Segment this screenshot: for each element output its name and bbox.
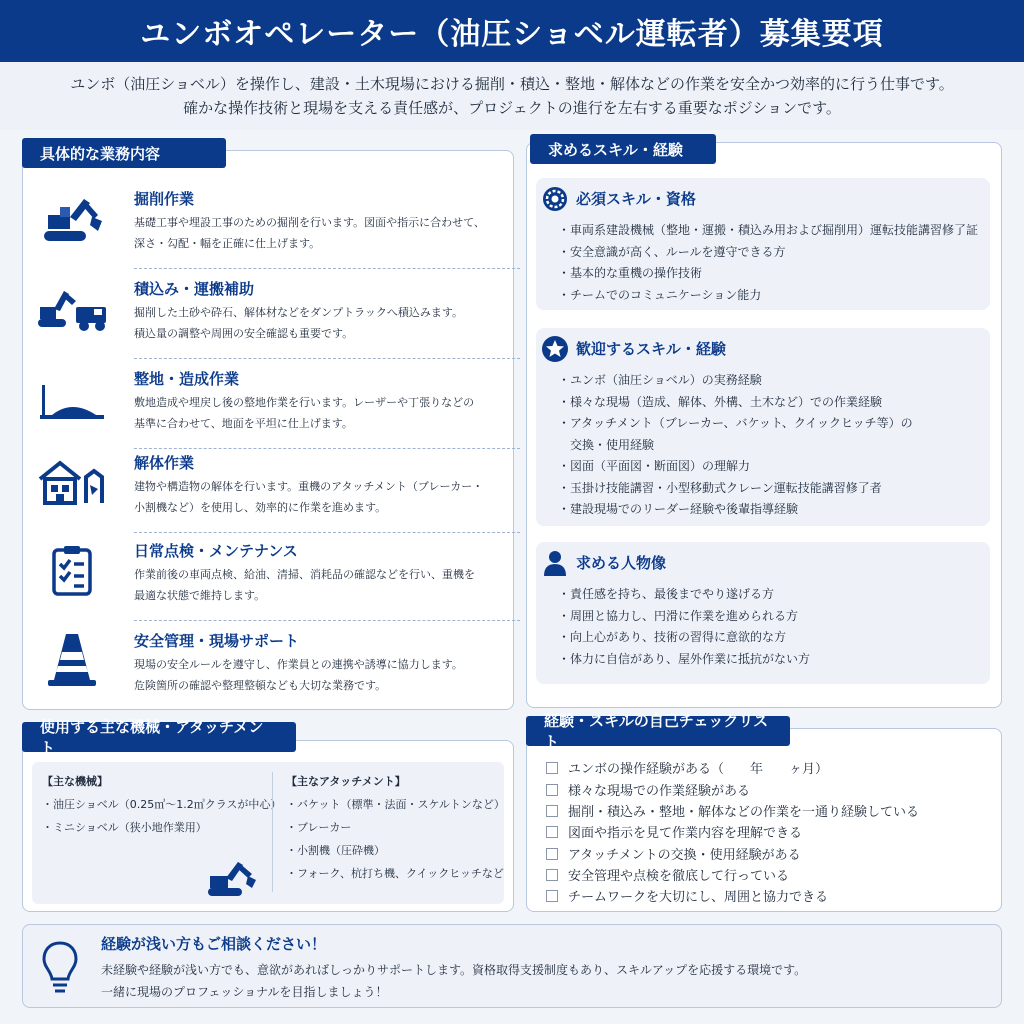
excavator-icon: [206, 856, 258, 900]
page-title: ユンボオペレーター（油圧ショベル運転者）募集要項: [0, 0, 1024, 62]
list-item: ・バケット（標準・法面・スケルトンなど）: [286, 798, 505, 811]
checklist-panel: [526, 728, 1002, 912]
banner-text: 未経験や経験が浅い方でも、意欲があればしっかりサポートします。資格取得支援制度もあり、スキルアップを応援する環境です。 一緒に現場のプロフェッショナルを目指しましょう！: [101, 963, 807, 999]
checklist-item[interactable]: 図面や指示を見て作業内容を理解できる: [546, 822, 802, 841]
checklist-item[interactable]: 様々な現場での作業経験がある: [546, 780, 750, 799]
checkbox[interactable]: [546, 826, 558, 838]
checkbox[interactable]: [546, 805, 558, 817]
checklist-tab: 経験・スキルの自己チェックリスト: [526, 716, 790, 746]
traffic-cone-icon: [36, 632, 108, 688]
checkbox[interactable]: [546, 784, 558, 796]
lightbulb-icon: [41, 939, 79, 995]
welcome-skills-box: [536, 328, 990, 526]
duty-item-loading: [22, 274, 498, 362]
checklist-item[interactable]: ユンボの操作経験がある（ 年 ヶ月）: [546, 758, 828, 777]
leveling-icon: [36, 370, 108, 426]
duty-desc: 敷地造成や埋戻し後の整地作業を行います。レーザーや丁張りなどの 基準に合わせて、地面を平坦に仕上げます。: [134, 396, 475, 430]
checkbox[interactable]: [546, 890, 558, 902]
list-item: ・ 向上心があり、技術の習得に意欲的な方: [558, 627, 810, 649]
checkbox[interactable]: [546, 869, 558, 881]
duty-title: 整地・造成作業: [134, 370, 240, 388]
duty-title: 安全管理・現場サポート: [134, 632, 300, 650]
required-skills-list: [558, 220, 978, 306]
list-item: ・ブレーカー: [286, 821, 352, 834]
list-item: ・フォーク、杭打ち機、クイックヒッチなど: [286, 867, 504, 880]
duty-title: 積込み・運搬補助: [134, 280, 255, 298]
duty-desc: 掘削した土砂や砕石、解体材などをダンプトラックへ積込みます。 積込量の調整や周囲の安全確認も重要です。: [134, 306, 464, 340]
excavator-icon: [36, 190, 108, 246]
duty-item-excavation: [22, 184, 498, 272]
duty-title: 日常点検・メンテナンス: [134, 542, 298, 560]
required-skills-title: 必須スキル・資格: [576, 190, 696, 208]
machines-box: [32, 762, 504, 904]
list-item: ・ 安全意識が高く、ルールを遵守できる方: [558, 242, 978, 264]
list-item: ・ 責任感を持ち、最後までやり遂げる方: [558, 584, 810, 606]
persona-title: 求める人物像: [576, 554, 667, 572]
checklist-item[interactable]: 安全管理や点検を徹底して行っている: [546, 865, 789, 884]
list-item: ・ アタッチメント（ブレーカー、バケット、クイックヒッチ等）の: [558, 413, 913, 435]
duty-desc: 建物や構造物の解体を行います。重機のアタッチメント（ブレーカー・ 小割機など）を使用し、効率的に作業を進めます。: [134, 480, 484, 514]
duty-desc: 基礎工事や埋設工事のための掘削を行います。図面や指示に合わせて、 深さ・勾配・幅を正確に仕上げます。: [134, 216, 485, 250]
list-item: ・小割機（圧砕機）: [286, 844, 385, 857]
duty-desc: 作業前後の車両点検、給油、清掃、消耗品の確認などを行い、重機を 最適な状態で維持します。: [134, 568, 475, 602]
intro-line-1: ユンボ（油圧ショベル）を操作し、建設・土木現場における掘削・積込・整地・解体などの作業を安全かつ効率的に行う仕事です。: [70, 75, 954, 93]
divider: [134, 532, 520, 533]
duty-item-leveling: [22, 364, 498, 452]
duty-desc: 現場の安全ルールを遵守し、作業員との連携や誘導に協力します。 危険箇所の確認や整理整頓なども大切な業務です。: [134, 658, 463, 692]
list-item: ・ 車両系建設機械（整地・運搬・積込み用および掘削用）運転技能講習修了証: [558, 220, 978, 242]
divider: [272, 772, 273, 892]
list-item: ・ 建設現場でのリーダー経験や後輩指導経験: [558, 499, 913, 521]
divider: [134, 358, 520, 359]
checklist-item[interactable]: アタッチメントの交換・使用経験がある: [546, 844, 801, 863]
duty-item-demolition: [22, 448, 498, 536]
machines-tab: 使用する主な機械・アタッチメント: [22, 722, 296, 752]
persona-list: [558, 584, 810, 670]
list-item: ・ 様々な現場（造成、解体、外構、土木など）での作業経験: [558, 392, 913, 414]
main-machines-heading: 【主な機械】: [42, 775, 108, 788]
list-item: ・ 玉掛け技能講習・小型移動式クレーン運転技能講習修了者: [558, 478, 913, 500]
loading-truck-icon: [36, 280, 108, 336]
person-icon: [540, 548, 570, 578]
list-item: ・ ユンボ（油圧ショベル）の実務経験: [558, 370, 913, 392]
list-item: ・ 周囲と協力し、円滑に作業を進められる方: [558, 606, 810, 628]
duty-title: 解体作業: [134, 454, 195, 472]
consultation-banner: [22, 924, 1002, 1008]
gear-icon: [540, 184, 570, 214]
duties-tab: 具体的な業務内容: [22, 138, 226, 168]
welcome-skills-title: 歓迎するスキル・経験: [576, 340, 726, 358]
attachments-heading: 【主なアタッチメント】: [286, 775, 406, 788]
persona-box: [536, 542, 990, 684]
checklist-item[interactable]: チームワークを大切にし、周囲と協力できる: [546, 886, 828, 905]
main-machines: [42, 770, 281, 839]
intro: [0, 62, 1024, 130]
checklist-item[interactable]: 掘削・積込み・整地・解体などの作業を一通り経験している: [546, 801, 919, 820]
checkbox[interactable]: [546, 848, 558, 860]
checkbox[interactable]: [546, 762, 558, 774]
skills-tab: 求めるスキル・経験: [530, 134, 716, 164]
list-item: ・ チームでのコミュニケーション能力: [558, 285, 978, 307]
list-item: 交換・使用経験: [570, 437, 655, 452]
required-skills-box: [536, 178, 990, 310]
banner-title: 経験が浅い方もご相談ください！: [101, 935, 327, 953]
main-attachments: [286, 770, 504, 885]
duty-item-safety: [22, 626, 498, 714]
divider: [134, 620, 520, 621]
star-icon: [540, 334, 570, 364]
list-item: ・ 体力に自信があり、屋外作業に抵抗がない方: [558, 649, 810, 671]
list-item: ・油圧ショベル（0.25㎥〜1.2㎥クラスが中心）: [42, 798, 282, 811]
duty-item-maintenance: [22, 536, 498, 624]
list-item: ・ミニショベル（狭小地作業用）: [42, 821, 207, 834]
intro-line-2: 確かな操作技術と現場を支える責任感が、プロジェクトの進行を左右する重要なポジションです。: [183, 99, 841, 117]
demolition-house-icon: [36, 454, 108, 510]
duty-title: 掘削作業: [134, 190, 195, 208]
checklist-clipboard-icon: [36, 542, 108, 598]
list-item: ・ 図面（平面図・断面図）の理解力: [558, 456, 913, 478]
welcome-skills-list: [558, 370, 913, 521]
list-item: ・ 基本的な重機の操作技術: [558, 263, 978, 285]
divider: [134, 268, 520, 269]
